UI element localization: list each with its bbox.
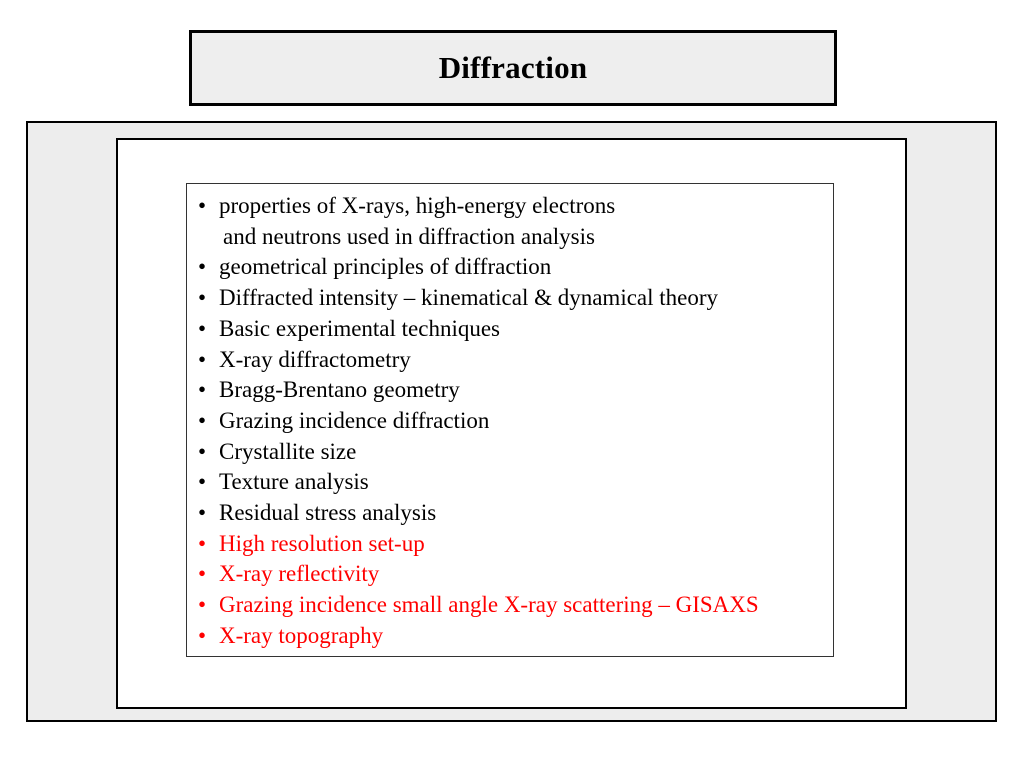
list-item-text: geometrical principles of diffraction xyxy=(219,254,552,280)
list-item-text: Grazing incidence diffraction xyxy=(219,407,490,433)
bullet: • xyxy=(198,561,207,587)
list-item-text: Grazing incidence small angle X-ray scattering – GISAXS xyxy=(219,592,759,618)
list-item-text: properties of X-rays, high-energy electrons xyxy=(219,193,616,218)
list-item-text: X-ray topography xyxy=(219,622,384,648)
bullet: • xyxy=(198,622,207,648)
list-item-continuation: and neutrons used in diffraction analysis xyxy=(223,223,595,249)
title-box xyxy=(189,30,837,106)
bullet: • xyxy=(198,285,207,311)
list-item xyxy=(187,498,833,529)
list-item-text: Diffracted intensity – kinematical & dynamical theory xyxy=(219,285,719,311)
bullet: • xyxy=(198,500,207,526)
list-item-text: Bragg-Brentano geometry xyxy=(219,377,460,403)
list-item xyxy=(187,191,833,252)
bullet: • xyxy=(198,469,207,495)
slide-title: Diffraction xyxy=(438,50,588,85)
topic-list-box xyxy=(186,183,834,657)
bullet: • xyxy=(198,346,207,372)
list-item-text: Texture analysis xyxy=(219,469,369,495)
list-item-text: X-ray reflectivity xyxy=(219,561,380,587)
list-item-highlighted xyxy=(187,590,833,621)
list-item xyxy=(187,283,833,314)
list-item-text: Basic experimental techniques xyxy=(219,315,501,341)
list-item xyxy=(187,345,833,376)
list-item xyxy=(187,314,833,345)
bullet: • xyxy=(198,592,207,618)
bullet: • xyxy=(198,438,207,464)
list-item-text: Crystallite size xyxy=(219,438,357,464)
list-item-highlighted xyxy=(187,621,833,652)
bullet: • xyxy=(198,315,207,341)
bullet: • xyxy=(198,407,207,433)
list-item xyxy=(187,437,833,468)
list-item-highlighted xyxy=(187,559,833,590)
list-item xyxy=(187,467,833,498)
list-item-text: High resolution set-up xyxy=(219,530,425,556)
list-item-text: Residual stress analysis xyxy=(219,500,437,526)
bullet: • xyxy=(198,377,207,403)
list-item xyxy=(187,252,833,283)
list-item xyxy=(187,375,833,406)
bullet: • xyxy=(198,254,207,280)
list-item-text: X-ray diffractometry xyxy=(219,346,411,372)
list-item-highlighted xyxy=(187,529,833,560)
bullet: • xyxy=(198,193,207,218)
list-item xyxy=(187,406,833,437)
bullet: • xyxy=(198,530,207,556)
topic-list xyxy=(187,184,833,652)
